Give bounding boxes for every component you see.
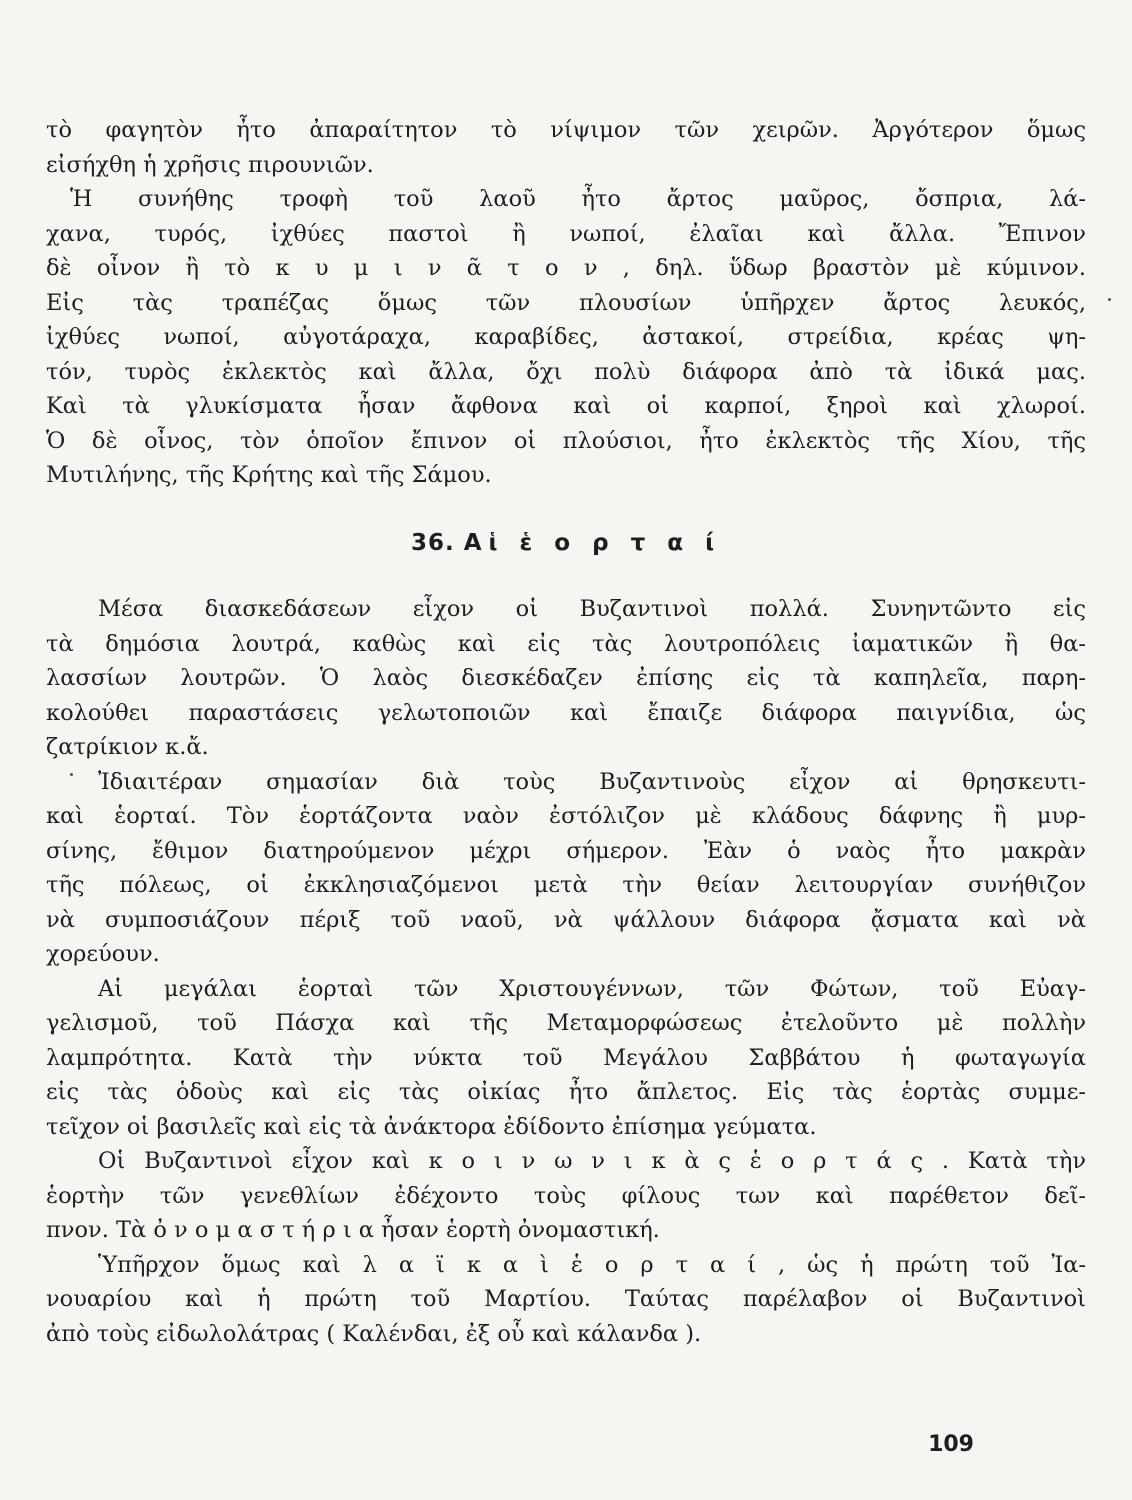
text-line: ἀπὸ τοὺς εἰδωλολάτρας ( Καλένδαι, ἐξ οὗ καὶ κάλανδα ). <box>46 1320 702 1347</box>
text-line: τὸ φαγητὸν ἦτο ἀπαραίτητον τὸ νίψιμον τῶν χειρῶν. Ἀργότερον ὅμως <box>46 117 1086 143</box>
text-line: νουαρίου καὶ ἡ πρώτη τοῦ Μαρτίου. Ταύτας παρέλαβον οἱ Βυζαντινοὶ <box>46 1286 1086 1312</box>
text-line: Ἡ συνήθης τροφὴ τοῦ λαοῦ ἦτο ἄρτος μαῦρος, ὄσπρια, λά- <box>70 186 1086 212</box>
text-line: γελισμοῦ, τοῦ Πάσχα καὶ τῆς Μεταμορφώσεως ἐτελοῦντο μὲ πολλὴν <box>46 1010 1086 1036</box>
scan-speck <box>1108 298 1111 301</box>
section-number: 36. <box>410 530 455 556</box>
text-line: Ἰδιαιτέραν σημασίαν διὰ τοὺς Βυζαντινοὺς εἶχον αἱ θρησκευτι- <box>98 768 1086 795</box>
text-line: ἰχθύες νωποί, αὐγοτάραχα, καραβίδες, ἀστακοί, στρείδια, κρέας ψη- <box>46 324 1086 350</box>
text-line: Καὶ τὰ γλυκίσματα ἦσαν ἄφθονα καὶ οἱ καρποί, ξηροὶ καὶ χλωροί. <box>46 393 1086 419</box>
text-line: καὶ ἑορταί. Τὸν ἑορτάζοντα ναὸν ἐστόλιζον μὲ κλάδους δάφνης ἢ μυρ- <box>46 803 1086 829</box>
text-line: τὰ δημόσια λουτρά, καθὼς καὶ εἰς τὰς λουτροπόλεις ἰαματικῶν ἢ θα- <box>46 630 1086 657</box>
paragraph-meals <box>46 113 1086 493</box>
text-line: σίνης, ἔθιμον διατηρούμενον μέχρι σήμερον. Ἐὰν ὁ ναὸς ἦτο μακρὰν <box>46 837 1086 864</box>
text-line: χορεύουν. <box>46 941 160 967</box>
text-line: δὲ οἶνον ἢ τὸ κ υ μ ι ν ᾶ τ ο ν , δηλ. ὕδωρ βραστὸν μὲ κύμινον. <box>46 255 1086 281</box>
section-title: Αἱ ἑ ο ρ τ α ί <box>463 530 722 556</box>
text-line: λασσίων λουτρῶν. Ὁ λαὸς διεσκέδαζεν ἐπίσης εἰς τὰ καπηλεῖα, παρη- <box>46 665 1086 691</box>
text-line: εἰς τὰς ὁδοὺς καὶ εἰς τὰς οἰκίας ἦτο ἄπλετος. Εἰς τὰς ἑορτὰς συμμε- <box>46 1079 1086 1105</box>
text-line: ἑορτὴν τῶν γενεθλίων ἐδέχοντο τοὺς φίλους των καὶ παρέθετον δεῖ- <box>46 1182 1086 1209</box>
text-line: Οἱ Βυζαντινοὶ εἶχον καὶ κ ο ι ν ω ν ι κ ὰ ς ἑ ο ρ τ ά ς . Κατὰ τὴν <box>98 1148 1086 1174</box>
text-line: τόν, τυρὸς ἐκλεκτὸς καὶ ἄλλα, ὄχι πολὺ διάφορα ἀπὸ τὰ ἰδικά μας. <box>46 358 1086 385</box>
text-line: λαμπρότητα. Κατὰ τὴν νύκτα τοῦ Μεγάλου Σαββάτου ἡ φωταγωγία <box>46 1044 1086 1071</box>
text-line: τῆς πόλεως, οἱ ἐκκλησιαζόμενοι μετὰ τὴν θείαν λειτουργίαν συνήθιζον <box>46 872 1086 898</box>
paragraph-feasts <box>46 592 1086 1351</box>
text-line: Μέσα διασκεδάσεων εἶχον οἱ Βυζαντινοὶ πολλά. Συνηντῶντο εἰς <box>98 596 1086 622</box>
scan-speck <box>70 773 73 776</box>
text-line: τεῖχον οἱ βασιλεῖς καὶ εἰς τὰ ἀνάκτορα ἐδίδοντο ἐπίσημα γεύματα. <box>46 1113 817 1140</box>
text-line: Ὑπῆρχον ὅμως καὶ λ α ϊ κ α ὶ ἑ ο ρ τ α ί , ὡς ἡ πρώτη τοῦ Ἰα- <box>98 1251 1086 1278</box>
section-heading <box>0 530 1132 556</box>
text-line: πνον. Τὰ ὀ ν ο μ α σ τ ή ρ ι α ἦσαν ἑορτὴ ὀνομαστική. <box>46 1217 660 1243</box>
text-line: Μυτιλήνης, τῆς Κρήτης καὶ τῆς Σάμου. <box>46 462 492 488</box>
page-number: 109 <box>928 1432 974 1457</box>
text-line: κολούθει παραστάσεις γελωτοποιῶν καὶ ἔπαιζε διάφορα παιγνίδια, ὡς <box>46 699 1086 726</box>
text-line: Αἱ μεγάλαι ἑορταὶ τῶν Χριστουγέννων, τῶν Φώτων, τοῦ Εὐαγ- <box>98 975 1086 1002</box>
text-line: νὰ συμποσιάζουν πέριξ τοῦ ναοῦ, νὰ ψάλλουν διάφορα ᾄσματα καὶ νὰ <box>46 906 1086 933</box>
text-line: εἰσήχθη ἡ χρῆσις πιρουνιῶν. <box>46 151 374 178</box>
text-line: χανα, τυρός, ἰχθύες παστοὶ ἢ νωποί, ἐλαῖαι καὶ ἄλλα. Ἔπινον <box>46 220 1086 247</box>
text-line: Ὁ δὲ οἶνος, τὸν ὁποῖον ἔπινον οἱ πλούσιοι, ἦτο ἐκλεκτὸς τῆς Χίου, τῆς <box>46 427 1086 454</box>
text-line: ζατρίκιον κ.ἄ. <box>46 734 209 760</box>
text-line: Εἰς τὰς τραπέζας ὅμως τῶν πλουσίων ὑπῆρχεν ἄρτος λευκός, <box>46 289 1086 316</box>
